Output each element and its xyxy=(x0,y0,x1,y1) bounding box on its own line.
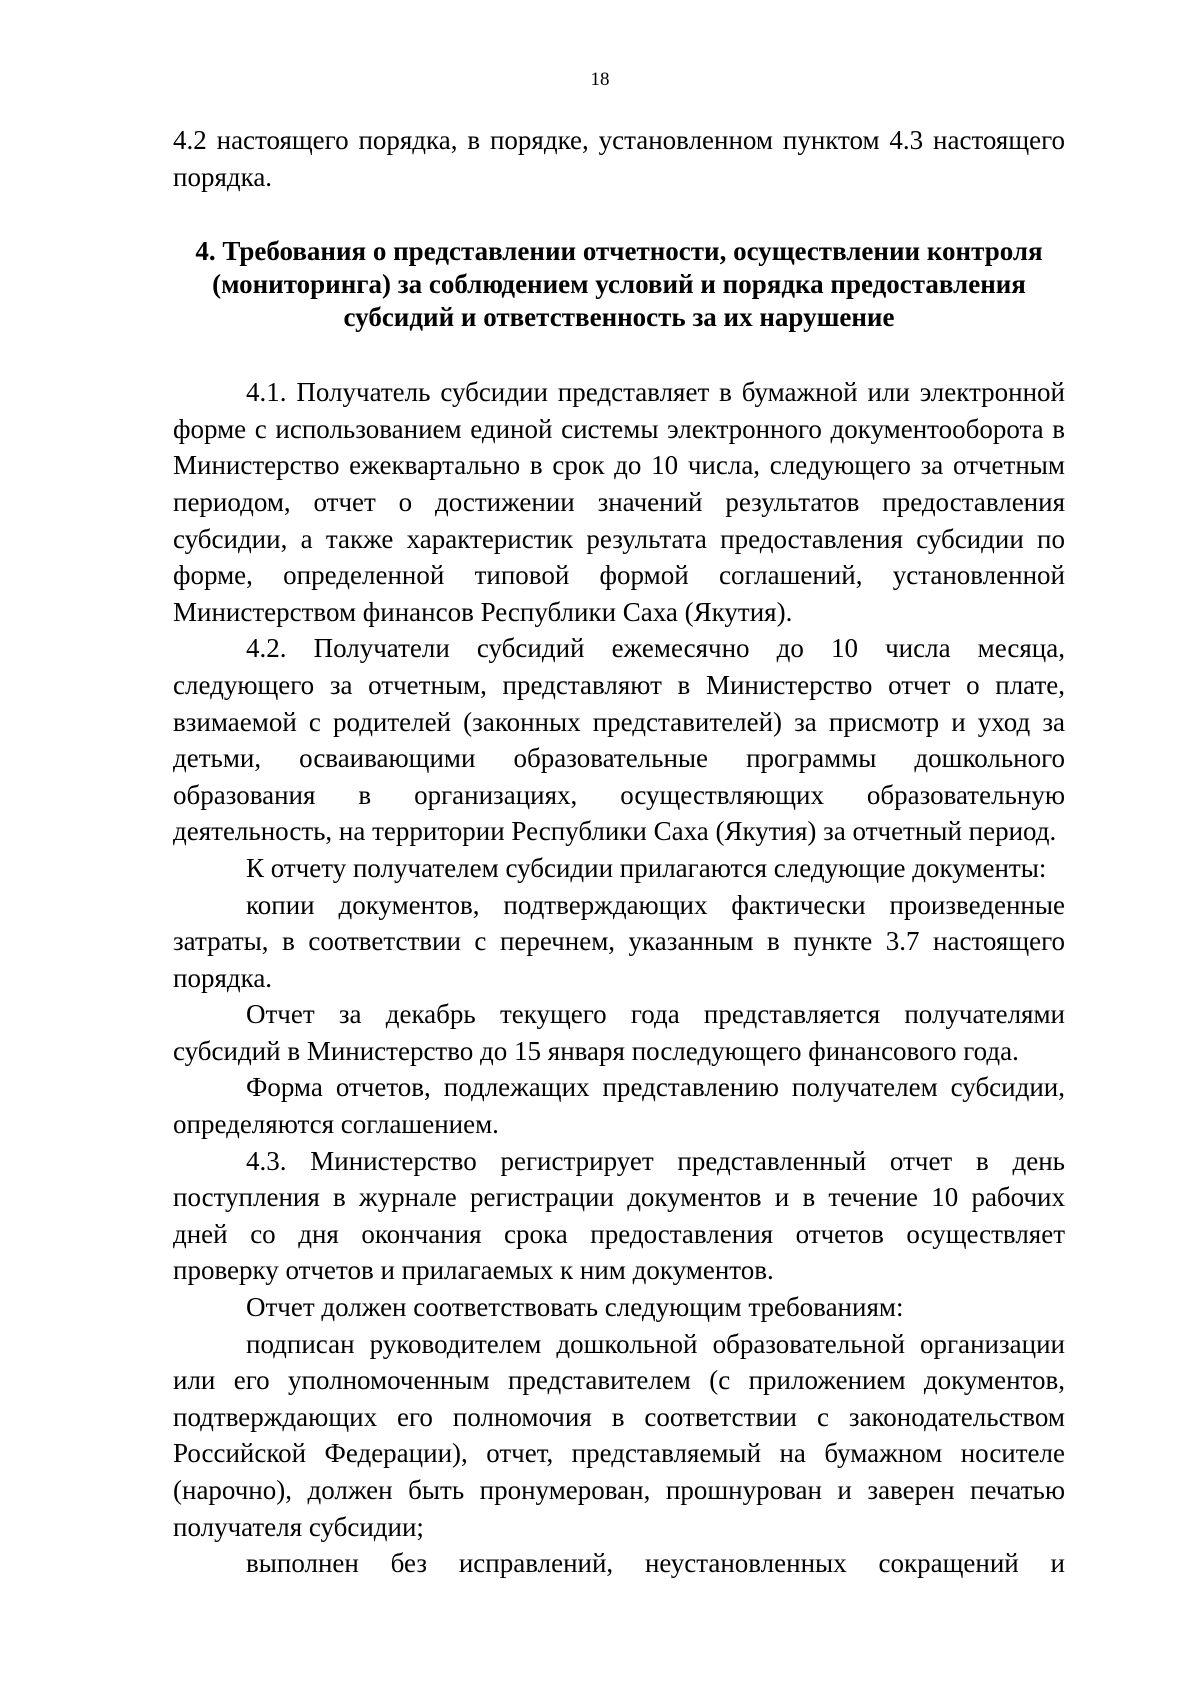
lead-paragraph: 4.2 настоящего порядка, в порядке, установленном пунктом 4.3 настоящего порядка. xyxy=(173,125,1065,192)
paragraph-4-3: 4.3. Министерство регистрирует представленный отчет в день поступления в журнале регистрации документов и в течение 10 рабочих дней со дня окончания срока предоставления отчетов осуществляет проверку отчетов и прилагаемых к ним документов. xyxy=(173,1145,1065,1286)
document-body xyxy=(173,122,1065,1582)
page-number: 18 xyxy=(590,69,610,90)
paragraph-attachments-intro: К отчету получателем субсидии прилагаются следующие документы: xyxy=(246,852,1047,883)
paragraph-december-report: Отчет за декабрь текущего года представляется получателями субсидий в Министерство до 15 января последующего финансового года. xyxy=(173,999,1065,1066)
paragraph-signed-requirement: подписан руководителем дошкольной образовательной организации или его уполномоченным представителем (с приложением документов, подтверждающих его полномочия в соответствии с законодательством Российской Федерации), отчет, представляемый на бумажном носителе (нарочно), должен быть пронумерован, прошнурован и заверен печатью получателя субсидии; xyxy=(173,1328,1065,1542)
paragraph-4-2: 4.2. Получатели субсидий ежемесячно до 10 числа месяца, следующего за отчетным, представляют в Министерство отчет о плате, взимаемой с родителей (законных представителей) за присмотр и уход за детьми, осваивающими образовательные программы дошкольного образования в организациях, осуществляющих образовательную деятельность, на территории Республики Саха (Якутия) за отчетный период. xyxy=(173,633,1065,847)
paragraph-requirements-intro: Отчет должен соответствовать следующим требованиям: xyxy=(246,1292,904,1323)
paragraph-no-corrections-requirement: выполнен без исправлений, неустановленных сокращений и xyxy=(246,1548,1065,1579)
paragraph-report-forms: Форма отчетов, подлежащих представлению получателем субсидии, определяются соглашением. xyxy=(173,1072,1065,1140)
paragraph-copies-of-documents: копии документов, подтверждающих фактически произведенные затраты, в соответствии с перечнем, указанным в пункте 3.7 настоящего порядка. xyxy=(173,889,1065,993)
section-heading: 4. Требования о представлении отчетности, осуществлении контроля (мониторинга) за соблюдением условий и порядка предоставления субсидий и ответственность за их нарушение xyxy=(195,236,1043,333)
paragraph-4-1: 4.1. Получатель субсидии представляет в бумажной или электронной форме с использованием единой системы электронного документооборота в Министерство ежеквартально в срок до 10 числа, следующего за отчетным периодом, отчет о достижении значений результатов предоставления субсидии, а также характеристик результата предоставления субсидии по форме, определенной типовой формой соглашений, установленной Министерством финансов Республики Саха (Якутия). xyxy=(173,377,1065,627)
